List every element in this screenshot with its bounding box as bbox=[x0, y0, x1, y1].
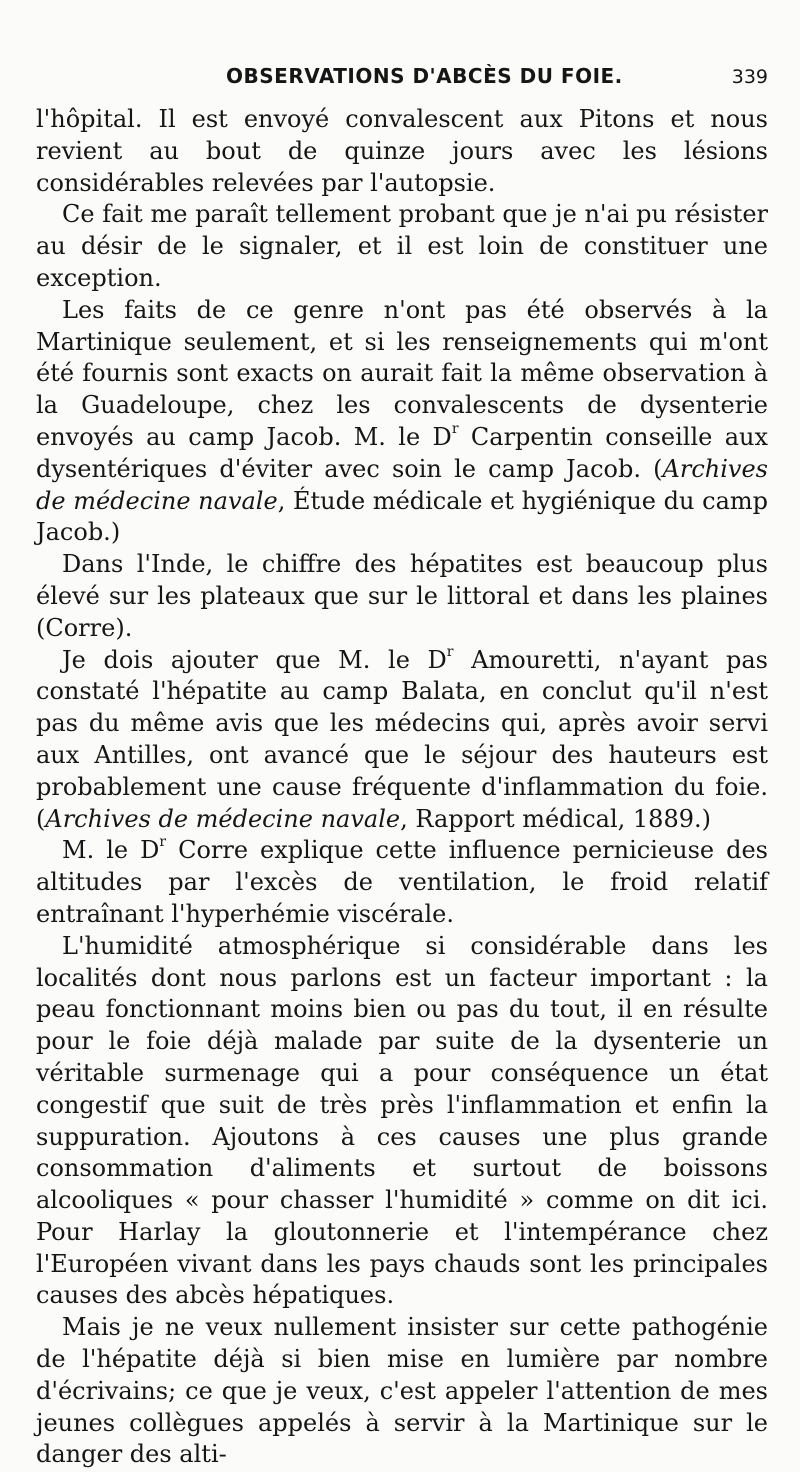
page-number: 339 bbox=[731, 66, 768, 88]
text-run: l'hôpital. Il est envoyé convalescent aux Pitons et nous revient au bout de quinze jours avec les lésions considérables relevées par l'autopsie. bbox=[36, 105, 768, 197]
superscript: r bbox=[451, 420, 459, 437]
text-run: L'humidité atmosphérique si considérable dans les localités dont nous parlons est un facteur important : la peau fonctionnant moins bien ou pas du tout, il en résulte pour le foie déjà malade par suite de la dysenterie un véritable surmenage qui a pour conséquence un état congestif que suit de très près l'inflammation et enfin la suppuration. Ajoutons à ces causes une plus grande consommation d'aliments et surtout de boissons alcooliques « pour chasser l'humidité » comme on dit ici. Pour Harlay la gloutonnerie et l'intempérance chez l'Européen vivant dans les pays chauds sont les principales causes des abcès hépatiques. bbox=[36, 931, 768, 1310]
italic-citation: Archives de médecine navale bbox=[36, 454, 768, 515]
text-run: , Rapport médical, 1889.) bbox=[400, 804, 711, 833]
header-title: OBSERVATIONS D'ABCÈS DU FOIE. bbox=[226, 64, 623, 88]
paragraph bbox=[36, 835, 768, 930]
text-run: Mais je ne veux nullement insister sur cette pathogénie de l'hépatite déjà si bien mise en lumière par nombre d'écrivains; ce que je veux, c'est appeler l'attention de mes jeunes collègues appelés à servir à la Martinique sur le danger des alti- bbox=[36, 1313, 768, 1469]
text-run: , Étude médicale et hygiénique du camp Jacob.) bbox=[36, 486, 768, 547]
paragraph bbox=[36, 645, 768, 836]
superscript: r bbox=[159, 834, 167, 851]
text-run: Carpentin conseille aux dysentériques d'éviter avec soin le camp Jacob. ( bbox=[36, 422, 769, 483]
text-run: Ce fait me paraît tellement probant que je n'ai pu résister au désir de le signaler, et il est loin de constituer une exception. bbox=[36, 200, 768, 292]
paragraph bbox=[36, 549, 768, 644]
body-text bbox=[36, 104, 768, 1471]
paragraph bbox=[36, 104, 768, 199]
superscript: r bbox=[446, 643, 454, 660]
paragraph bbox=[36, 295, 768, 549]
text-run: Les faits de ce genre n'ont pas été observés à la Martinique seulement, et si les renseignements qui m'ont été fournis sont exacts on aurait fait la même observation à la Guadeloupe, chez les convalescents de dysenterie envoyés au camp Jacob. M. le D bbox=[36, 295, 768, 451]
text-run: Je dois ajouter que M. le D bbox=[62, 645, 447, 674]
paragraph bbox=[36, 1312, 768, 1471]
paragraph bbox=[36, 199, 768, 294]
italic-citation: Archives de médecine navale bbox=[45, 804, 401, 833]
running-head bbox=[36, 60, 768, 100]
text-run: Corre explique cette influence pernicieuse des altitudes par l'excès de ventilation, le froid relatif entraînant l'hyperhémie viscérale. bbox=[36, 836, 768, 928]
text-run: Dans l'Inde, le chiffre des hépatites est beaucoup plus élevé sur les plateaux que sur le littoral et dans les plaines (Corre). bbox=[36, 550, 768, 642]
text-run: Amouretti, n'ayant pas constaté l'hépatite au camp Balata, en conclut qu'il n'est pas du même avis que les médecins qui, après avoir servi aux Antilles, ont avancé que le séjour des hauteurs est probablement une cause fréquente d'inflammation du foie. ( bbox=[36, 645, 768, 833]
paragraph bbox=[36, 931, 768, 1313]
text-run: M. le D bbox=[62, 836, 160, 865]
